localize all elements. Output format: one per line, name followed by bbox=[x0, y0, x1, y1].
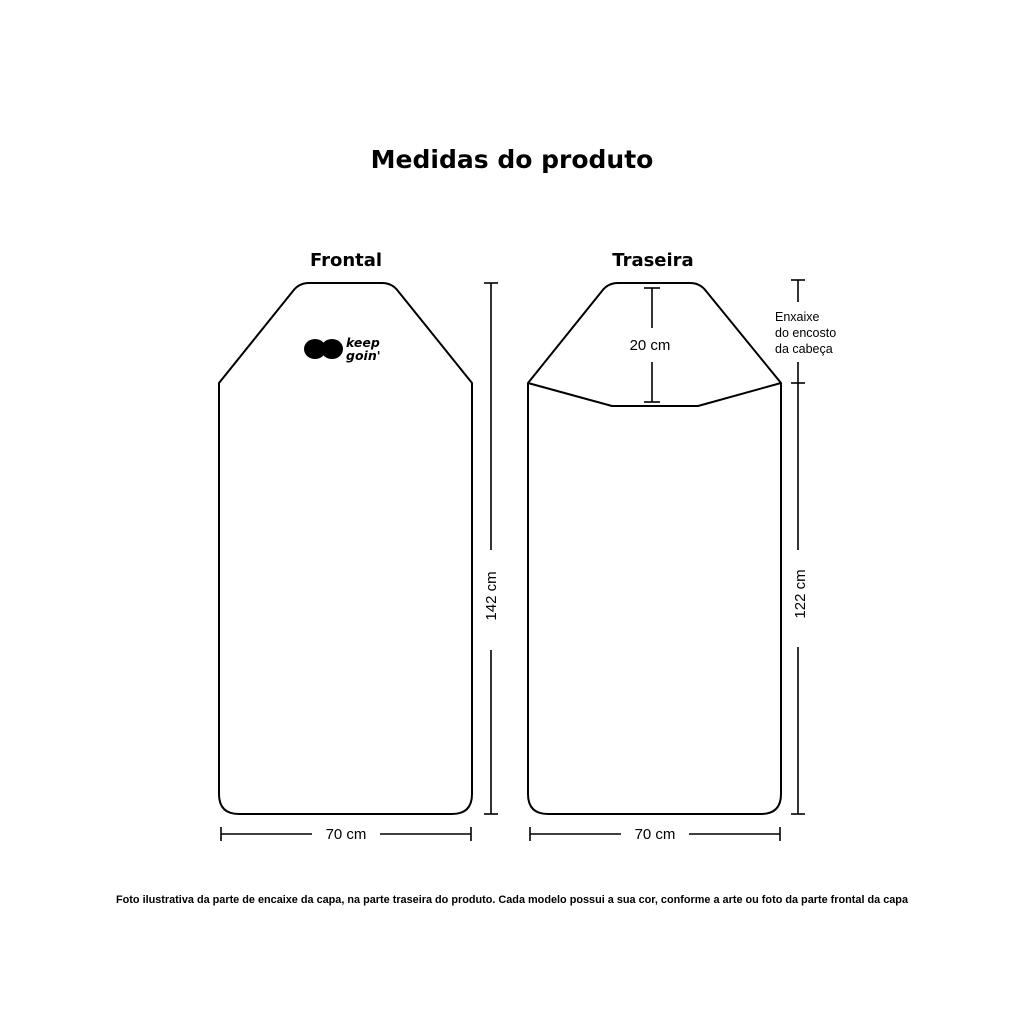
footer-caption: Foto ilustrativa da parte de encaixe da capa, na parte traseira do produto. Cada modelo possui a sua cor, conforme a arte ou foto da parte frontal da capa bbox=[116, 894, 909, 906]
back-top-label: 20 cm bbox=[629, 337, 671, 354]
back-width-dimension bbox=[530, 826, 780, 843]
front-height-label: 142 cm bbox=[483, 571, 500, 621]
back-view-label: Traseira bbox=[612, 250, 694, 271]
back-height-label: 122 cm bbox=[792, 569, 809, 619]
front-height-dimension bbox=[483, 283, 500, 814]
annotation-line3: da cabeça bbox=[775, 342, 833, 356]
keep-goin-logo bbox=[304, 335, 381, 363]
back-view bbox=[528, 250, 836, 843]
back-width-label: 70 cm bbox=[634, 826, 676, 843]
annotation-line1: Enxaixe bbox=[775, 310, 820, 324]
headrest-annotation bbox=[775, 310, 836, 356]
front-width-label: 70 cm bbox=[325, 826, 367, 843]
back-cover-outline bbox=[528, 283, 781, 814]
annotation-line2: do encosto bbox=[775, 326, 837, 340]
logo-text-line1: keep bbox=[346, 335, 380, 350]
logo-text-line2: goin' bbox=[346, 348, 381, 363]
front-view-label: Frontal bbox=[309, 250, 383, 271]
back-height-dimension bbox=[791, 383, 809, 814]
infinity-blob-icon bbox=[304, 339, 343, 359]
page-title: Medidas do produto bbox=[370, 145, 654, 174]
front-width-dimension bbox=[221, 826, 471, 843]
back-top-dimension bbox=[630, 288, 671, 402]
front-view bbox=[219, 250, 500, 843]
